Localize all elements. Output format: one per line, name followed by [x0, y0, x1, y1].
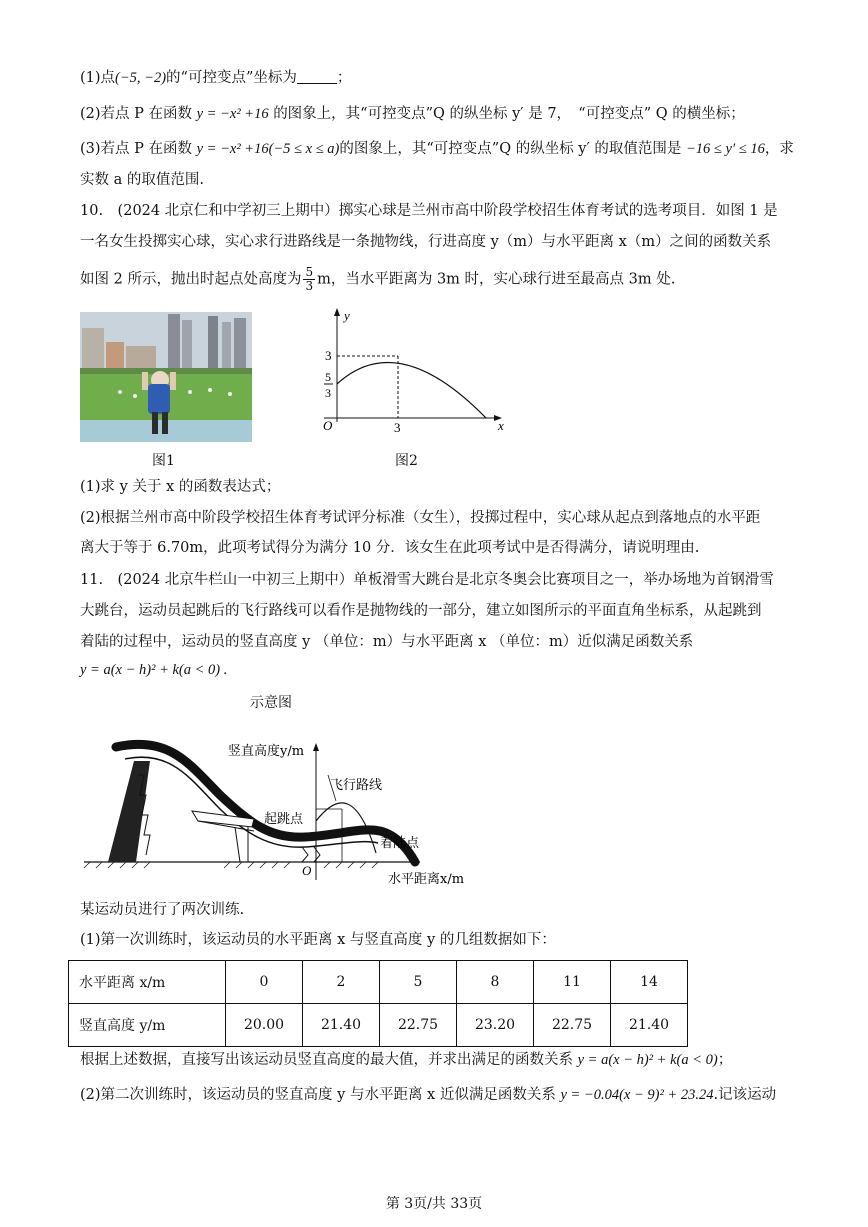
- diagram-x-label: 水平距离x/m: [388, 872, 465, 887]
- q10-sub1: (1)求 y 关于 x 的函数表达式；: [80, 479, 281, 495]
- diagram-landing-label: 着陆点: [380, 836, 420, 851]
- graph-y-tick-3: 3: [325, 348, 332, 363]
- table-cell: 11: [534, 961, 611, 1004]
- table-cell: 22.75: [380, 1004, 457, 1047]
- graph-y-tick-den: 3: [325, 386, 331, 400]
- graph-origin: O: [323, 418, 333, 433]
- graph-y-tick-num: 5: [325, 370, 331, 384]
- table-row-header: 竖直高度 y/m: [69, 1004, 226, 1047]
- q9-part3: (3)若点 P 在函数 y = −x² +16(−5 ≤ x ≤ a)的图象上，其“可控变点”Q 的纵坐标 y′ 的取值范围是 −16 ≤ y′ ≤ 16，求: [80, 141, 794, 157]
- diagram-title: 示意图: [250, 695, 292, 711]
- table-row: [69, 1004, 688, 1047]
- q11-after-table: 根据上述数据，直接写出该运动员竖直高度的最大值，并求出满足的函数关系 y = a(x − h)² + k(a < 0)；: [80, 1052, 733, 1068]
- graph-y-label: y: [344, 308, 350, 323]
- diagram-origin: O: [302, 863, 312, 878]
- table-row-header: 水平距离 x/m: [69, 961, 226, 1004]
- table-cell: 8: [457, 961, 534, 1004]
- table-row: [69, 961, 688, 1004]
- table-cell: 22.75: [534, 1004, 611, 1047]
- table-cell: 2: [303, 961, 380, 1004]
- page-footer: 第 3页/共 33页: [385, 1196, 483, 1212]
- table-cell: 21.40: [611, 1004, 688, 1047]
- table-cell: 23.20: [457, 1004, 534, 1047]
- ski-jump-diagram: [80, 735, 480, 890]
- diagram-flight-label: 飞行路线: [330, 778, 383, 793]
- answer-blank: [297, 69, 337, 84]
- q11-function: y = a(x − h)² + k(a < 0) .: [80, 662, 228, 678]
- training-data-table: [68, 960, 688, 1047]
- q10-line3: 如图 2 所示，抛出时起点处高度为 $\frac{5}{3}$ m，当水平距离为 3m 时，实心球行进至最高点 3m 处.: [80, 265, 676, 293]
- graph-x-tick: 3: [394, 420, 401, 434]
- q11-sub2: (2)第二次训练时，该运动员的竖直高度 y 与水平距离 x 近似满足函数关系 y = −0.04(x − 9)² + 23.24.记该运动: [80, 1087, 777, 1103]
- figure2-graph: [312, 306, 512, 434]
- height-fraction: $\frac{5}{3}$: [305, 265, 314, 293]
- diagram-takeoff-label: 起跳点: [264, 812, 304, 827]
- table-cell: 20.00: [226, 1004, 303, 1047]
- q10-sub2-line2: 离大于等于 6.70m，此项考试得分为满分 10 分．该女生在此项考试中是否得满分，请说明理由.: [80, 540, 700, 556]
- q11-sub1: (1)第一次训练时，该运动员的水平距离 x 与竖直高度 y 的几组数据如下：: [80, 932, 556, 948]
- figure1-photo: [80, 312, 252, 442]
- q10-sub2-line1: (2)根据兰州市高中阶段学校招生体育考试评分标准（女生），投掷过程中，实心球从起点到落地点的水平距: [80, 510, 761, 526]
- table-cell: 14: [611, 961, 688, 1004]
- q10-line1: 10. (2024 北京仁和中学初三上期中）掷实心球是兰州市高中阶段学校招生体育考试的选考项目．如图 1 是: [80, 203, 778, 219]
- table-cell: 21.40: [303, 1004, 380, 1047]
- figure2-caption: 图2: [395, 453, 418, 469]
- q11-line1: 11. (2024 北京牛栏山一中初三上期中）单板滑雪大跳台是北京冬奥会比赛项目之一，举办场地为首钢滑雪: [80, 572, 774, 588]
- q11-line2: 大跳台，运动员起跳后的飞行路线可以看作是抛物线的一部分，建立如图所示的平面直角坐标系，从起跳到: [80, 603, 762, 619]
- q9-part3-cont: 实数 a 的取值范围.: [80, 172, 204, 188]
- table-cell: 0: [226, 961, 303, 1004]
- q9-part1: (1)点(−5, −2)的“可控变点”坐标为 ；: [80, 70, 352, 86]
- figure1-caption: 图1: [152, 453, 175, 469]
- table-cell: 5: [380, 961, 457, 1004]
- q9-part2: (2)若点 P 在函数 y = −x² +16 的图象上，其“可控变点”Q 的纵坐标 y′ 是 7， “可控变点” Q 的横坐标；: [80, 106, 745, 122]
- q10-line2: 一名女生投掷实心球，实心求行进路线是一条抛物线，行进高度 y（m）与水平距离 x（m）之间的函数关系: [80, 234, 772, 250]
- diagram-y-label: 竖直高度y/m: [228, 744, 305, 759]
- q11-line3: 着陆的过程中，运动员的竖直高度 y （单位：m）与水平距离 x （单位：m）近似满足函数关系: [80, 634, 694, 650]
- q11-intro: 某运动员进行了两次训练.: [80, 902, 245, 918]
- graph-x-label: x: [498, 418, 504, 433]
